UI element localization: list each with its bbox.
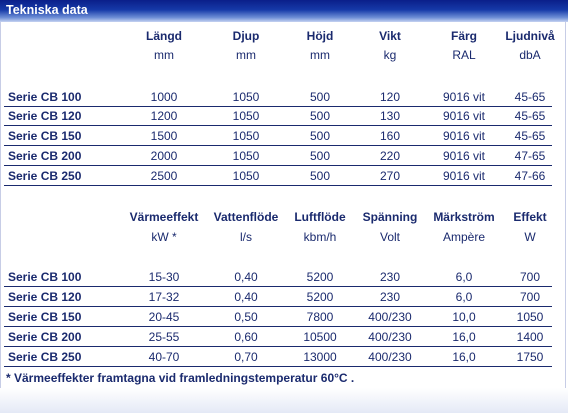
table1-col-header: Längd: [146, 29, 182, 43]
table1-unit: mm: [154, 48, 174, 62]
row-label: Serie CB 100: [8, 90, 82, 104]
table-row: [0, 149, 568, 169]
table2-col-header: Värmeeffekt: [129, 210, 199, 224]
table-cell: 1050: [516, 310, 544, 324]
table-cell: 230: [379, 270, 401, 284]
table-cell: 10500: [303, 330, 337, 344]
row-divider: [4, 165, 552, 166]
row-divider: [4, 346, 552, 347]
table-cell: 1200: [150, 109, 178, 123]
table-cell: 13000: [303, 350, 337, 364]
table-cell: 5200: [306, 270, 334, 284]
table-cell: 1000: [150, 90, 178, 104]
table2-unit: kbm/h: [303, 230, 337, 244]
row-divider: [4, 286, 552, 287]
table1-unit: mm: [236, 48, 256, 62]
row-label: Serie CB 120: [8, 109, 82, 123]
table-cell: 5200: [306, 290, 334, 304]
table-cell: 16,0: [452, 330, 476, 344]
bottom-shade: [0, 388, 568, 413]
table-cell: 160: [379, 129, 401, 143]
table-cell: 10,0: [452, 310, 476, 324]
table-cell: 6,0: [455, 290, 473, 304]
table1-col-header: Djup: [232, 29, 260, 43]
table-cell: 9016 vit: [442, 129, 486, 143]
table-cell: 7800: [306, 310, 334, 324]
table-row: [0, 169, 568, 189]
table-cell: 16,0: [452, 350, 476, 364]
table2-col-header: Effekt: [513, 210, 547, 224]
table-cell: 500: [309, 169, 331, 183]
row-label: Serie CB 250: [8, 350, 82, 364]
table-cell: 25-55: [148, 330, 180, 344]
table-cell: 0,50: [234, 310, 258, 324]
table1-col-header: Vikt: [379, 29, 401, 43]
table2-header-row: [0, 210, 568, 228]
table-cell: 1050: [232, 90, 260, 104]
table-cell: 500: [309, 90, 331, 104]
row-label: Serie CB 150: [8, 129, 82, 143]
table-cell: 15-30: [148, 270, 180, 284]
table1-header-row: [0, 29, 568, 47]
table1-unit-row: [0, 48, 568, 64]
table-cell: 1050: [232, 149, 260, 163]
row-label: Serie CB 120: [8, 290, 82, 304]
table1-col-header: Höjd: [306, 29, 334, 43]
table1-col-header: Ljudnivå: [505, 29, 555, 43]
table-cell: 47-66: [514, 169, 546, 183]
table-cell: 120: [379, 90, 401, 104]
footnote: * Värmeeffekter framtagna vid framledningstemperatur 60°C .: [6, 371, 355, 385]
table-cell: 0,70: [234, 350, 258, 364]
table-row: [0, 109, 568, 129]
table-row: [0, 310, 568, 330]
row-divider: [4, 366, 552, 367]
table2-unit: l/s: [240, 230, 252, 244]
table-cell: 220: [379, 149, 401, 163]
table2-unit-row: [0, 230, 568, 246]
table1-unit: mm: [310, 48, 330, 62]
table1-unit: RAL: [452, 48, 476, 62]
table-cell: 1750: [516, 350, 544, 364]
table-cell: 9016 vit: [442, 149, 486, 163]
table-cell: 400/230: [368, 350, 412, 364]
table-cell: 40-70: [148, 350, 180, 364]
table2-unit: W: [524, 230, 536, 244]
table-row: [0, 90, 568, 110]
row-divider: [4, 185, 552, 186]
page-title: Tekniska data: [6, 3, 88, 17]
table-cell: 1400: [516, 330, 544, 344]
table1-unit: dbA: [519, 48, 541, 62]
table2-unit: kW *: [151, 230, 177, 244]
table2-col-header: Spänning: [362, 210, 418, 224]
table-cell: 0,40: [234, 290, 258, 304]
table-row: [0, 270, 568, 290]
table-cell: 9016 vit: [442, 109, 486, 123]
table-cell: 0,40: [234, 270, 258, 284]
table2-col-header: Vattenflöde: [213, 210, 279, 224]
table-cell: 9016 vit: [442, 169, 486, 183]
table-cell: 230: [379, 290, 401, 304]
row-label: Serie CB 100: [8, 270, 82, 284]
row-divider: [4, 326, 552, 327]
table-cell: 17-32: [148, 290, 180, 304]
table-cell: 1050: [232, 169, 260, 183]
table-row: [0, 330, 568, 350]
row-divider: [4, 145, 552, 146]
table-cell: 700: [519, 290, 541, 304]
table-row: [0, 290, 568, 310]
title-bar: [0, 0, 568, 22]
table-cell: 2000: [150, 149, 178, 163]
table-cell: 130: [379, 109, 401, 123]
table-cell: 45-65: [514, 129, 546, 143]
row-label: Serie CB 200: [8, 149, 82, 163]
table-cell: 400/230: [368, 310, 412, 324]
table-row: [0, 129, 568, 149]
row-divider: [4, 106, 552, 107]
row-label: Serie CB 200: [8, 330, 82, 344]
table-cell: 1500: [150, 129, 178, 143]
table-cell: 500: [309, 149, 331, 163]
table-cell: 500: [309, 129, 331, 143]
table-cell: 500: [309, 109, 331, 123]
table-cell: 9016 vit: [442, 90, 486, 104]
row-divider: [4, 306, 552, 307]
table1-col-header: Färg: [450, 29, 477, 43]
table-cell: 47-65: [514, 149, 546, 163]
table-cell: 1050: [232, 129, 260, 143]
table2-unit: Volt: [379, 230, 400, 244]
table-cell: 2500: [150, 169, 178, 183]
table2-col-header: Märkström: [433, 210, 495, 224]
table-cell: 0,60: [234, 330, 258, 344]
table-cell: 400/230: [368, 330, 412, 344]
table-cell: 700: [519, 270, 541, 284]
table-row: [0, 350, 568, 370]
table-cell: 1050: [232, 109, 260, 123]
table2-unit: Ampère: [442, 230, 486, 244]
table1-unit: kg: [383, 48, 397, 62]
table-cell: 45-65: [514, 90, 546, 104]
table-cell: 6,0: [455, 270, 473, 284]
row-label: Serie CB 250: [8, 169, 82, 183]
table-cell: 20-45: [148, 310, 180, 324]
row-label: Serie CB 150: [8, 310, 82, 324]
table-cell: 270: [379, 169, 401, 183]
table2-col-header: Luftflöde: [294, 210, 346, 224]
row-divider: [4, 125, 552, 126]
table-cell: 45-65: [514, 109, 546, 123]
